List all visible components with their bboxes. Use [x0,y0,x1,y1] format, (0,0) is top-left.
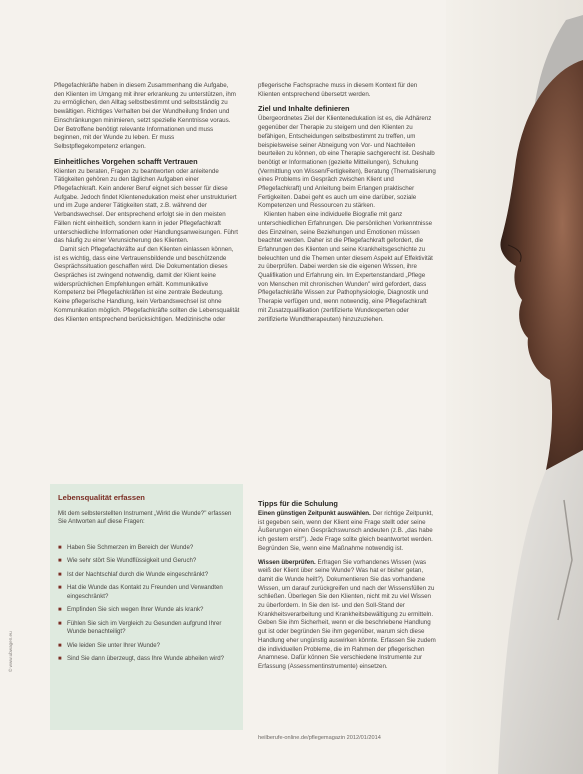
bullet-icon: ■ [58,607,62,614]
list-item: ■ Ist der Nachtschlaf durch die Wunde eingeschränkt? [58,570,209,578]
bullet-icon: ■ [58,620,62,627]
list-item: ■ Hat die Wunde das Kontakt zu Freunden und Verwandten eingeschränkt? [58,584,223,600]
bullet-icon: ■ [58,545,62,551]
list-item: ■ Wie sehr stört Sie Wundflüssigkeit und Geruch? [58,557,197,565]
list-item: ■ Empfinden Sie sich wegen Ihrer Wunde als krank? [58,606,204,614]
paragraph: pflegerische Fachsprache muss in diesem Kontext für den Klienten entsprechend übersetzt werden. [258,82,418,98]
paragraph: Wissen überprüfen. Erfragen Sie vorhandenes Wissen (was weiß der Klient über seine Wunde? Was hat er bisher getan, damit die Wunde heilt?). Dokumentieren Sie das vorhandene Wissen, um darauf zurückgreifen und nach der Wissensfüllen zu schließen. Überlegen Sie den Klienten, nicht mit zu viel Wissen zu überfordern. In Sie den Ist- und den Soll-Stand der Krankheitsverarbeitung und Krankheitsbewältigung zu ermitteln. Geben Sie ihm Sicherheit, wenn er die beschriebene Handlung gut ist oder begründen Sie ihm gegenüber, warum sich diese Handlung eher ungünstig auswirken könnte. Erfassen Sie zudem die individuellen Probleme, die im Rahmen der pflegerischen Anamnese. Dafür können Sie verschiedene Instrumente zur Erfassung (Assessmentinstrumente) einsetzen. [258,558,436,670]
bullet-icon: ■ [58,571,62,578]
section-heading: Einheitliches Vorgehen schafft Vertrauen [54,156,198,166]
section-heading: Ziel und Inhalte definieren [258,104,350,114]
portrait-photo [446,0,583,774]
list-item: ■ Wie leiden Sie unter Ihrer Wunde? [58,641,161,649]
lead-in: Einen günstigen Zeitpunkt auswählen. [258,510,371,517]
question-list [58,544,236,668]
paragraph: Pflegefachkräfte haben in diesem Zusammenhang die Aufgabe, den Klienten im Umgang mit ihrer erkrankung zu unterstützen, ihm zu ermöglichen, den Alltag selbstbestimmt und selbstständig zu bewältigen. Richtiges Verhalten bei der Wundheilung finden und Einschränkungen minimieren, setzt spezielle Kenntnisse voraus. Der Betroffene benötigt relevante Informationen und muss beginnen, mit der Wunde zu leben. Er muss Selbstpflegekompetenz erlangen. [54,82,236,150]
paragraph: Klienten zu beraten, Fragen zu beantworten oder anleitende Tätigkeiten gehören zu den täglichen Aufgaben einer Pflegefachkraft. Kein anderer Beruf eignet sich besser für diese Aufgabe. Jedoch findet Klientenedukation meist eher unstrukturiert und im Zuge anderer Tätigkeiten statt, z.B. während der Verbandswechsel. Der entsprechend erfolgt sie in den meisten Fällen nicht einheitlich, sondern kann in jeder Pflegefachkraft unterschiedliche Informationen oder Handlungsanweisungen. Führt das häufig zu einer Verunsicherung des Klienten. [54,167,239,245]
lead-in: Wissen überprüfen. [258,558,316,566]
bullet-icon: ■ [58,642,62,649]
column-right [258,82,436,324]
info-box-title: Lebensqualität erfassen [58,493,145,502]
paragraph: Übergeordnetes Ziel der Klientenedukation ist es, die Adhärenz gegenüber der Therapie zu steigern und den Klienten zu befähigen, Entscheidungen selbstbestimmt zu treffen, um beispielsweise seiner Abneigung von Vor- und Nachteilen beurteilen zu können, ob eine Therapie sachgerecht ist. Deshalb benötigt er Informationen (gezielte Mitteilungen), Schulung (Vermittlung von Wissen/Fertigkeiten), Beratung (Thematisierung eines Problems im Gespräch zwischen Klient und Pflegefachkraft) und Anleitung beim Erlangen praktischer Fertigkeiten. Dabei geht es auch um eine darüber, soziale Kompetenzen und Ressourcen zu stärken. [258,115,436,210]
list-item: ■ Fühlen Sie sich im Vergleich zu Gesunden aufgrund Ihrer Wunde benachteiligt? [58,619,222,636]
paragraph: Klienten haben eine individuelle Biografie mit ganz unterschiedlichen Erfahrungen. Die persönlichen Vorkenntnisse des Einzelnen, seine Beziehungen und Emotionen müssen beachtet werden. Daher ist die Pflegefachkraft gefordert, die Erfahrungen des Klienten und seine Krankheitsgeschichte zu beleuchten und die Themen unter diesem Aspekt auf Effektivität zu überprüfen. Dabei werden sie die eigenen Wissen, ihre Qualifikation und Erfahrung ein. Im Expertenstandard „Pflege von Menschen mit chronischen Wunden" wird gefordert, dass Pflegefachkräfte Wissen zur Pathophysiologie, Diagnostik und Therapie verfügen und, wenn notwendig, eine Pflegefachkraft mit Zusatzqualifikation (zertifizierte Wundexperten oder zertifizierte Wundtherapeuten) hinzuzuziehen. [258,211,433,323]
info-box [50,484,243,730]
page-footer: heilberufe-online.de/pflegemagazin 2012/01/2014 [258,735,381,741]
paragraph: Damit sich Pflegefachkräfte auf den Klienten einlassen können, ist es wichtig, dass eine Vertrauensbildende und beschützende Gesprächssituation geschaffen wird. Die Dokumentation dieses Gespräches ist zwingend notwendig, damit der Klient keine widersprüchlichen Empfehlungen erhält. Kommunikative Kompetenz bei Pflegefachkräften ist eine zentrale Bedeutung. Keine pflegerische Handlung, kein Verbandswechsel ist ohne Kommunikation möglich. Pflegefachkräfte sollten die Lebensqualität des Klienten entsprechend berücksichtigen. Medizinische oder [54,245,240,323]
column-left [54,82,240,324]
portrait-silhouette [446,0,583,774]
photo-credit: © www.ubwagen.eu [8,631,13,672]
section-heading: Tipps für die Schulung [258,499,338,508]
info-box-intro: Mit dem selbsterstellten Instrument „Wirkt die Wunde?" erfassen Sie Antworten auf diese Fragen: [58,510,232,526]
paragraph: Einen günstigen Zeitpunkt auswählen. Der richtige Zeitpunkt, ist gegeben sein, wenn der Klient eine Frage stellt oder seine Äußerungen einen Gesprächswunsch andeuten (z.B. „das habe ich gestern erst!"). Jede Frage sollte gleich beantwortet werden. Begründen Sie, wenn eine Maßnahme notwendig ist. [258,510,434,552]
bullet-icon: ■ [58,655,62,662]
bullet-icon: ■ [58,558,62,565]
column-right-tips [258,494,436,672]
bullet-icon: ■ [58,585,62,592]
list-item: ■ Sind Sie dann überzeugt, dass Ihre Wunde abheilen wird? [58,654,225,662]
list-item: ■ Haben Sie Schmerzen im Bereich der Wunde? [58,544,194,551]
